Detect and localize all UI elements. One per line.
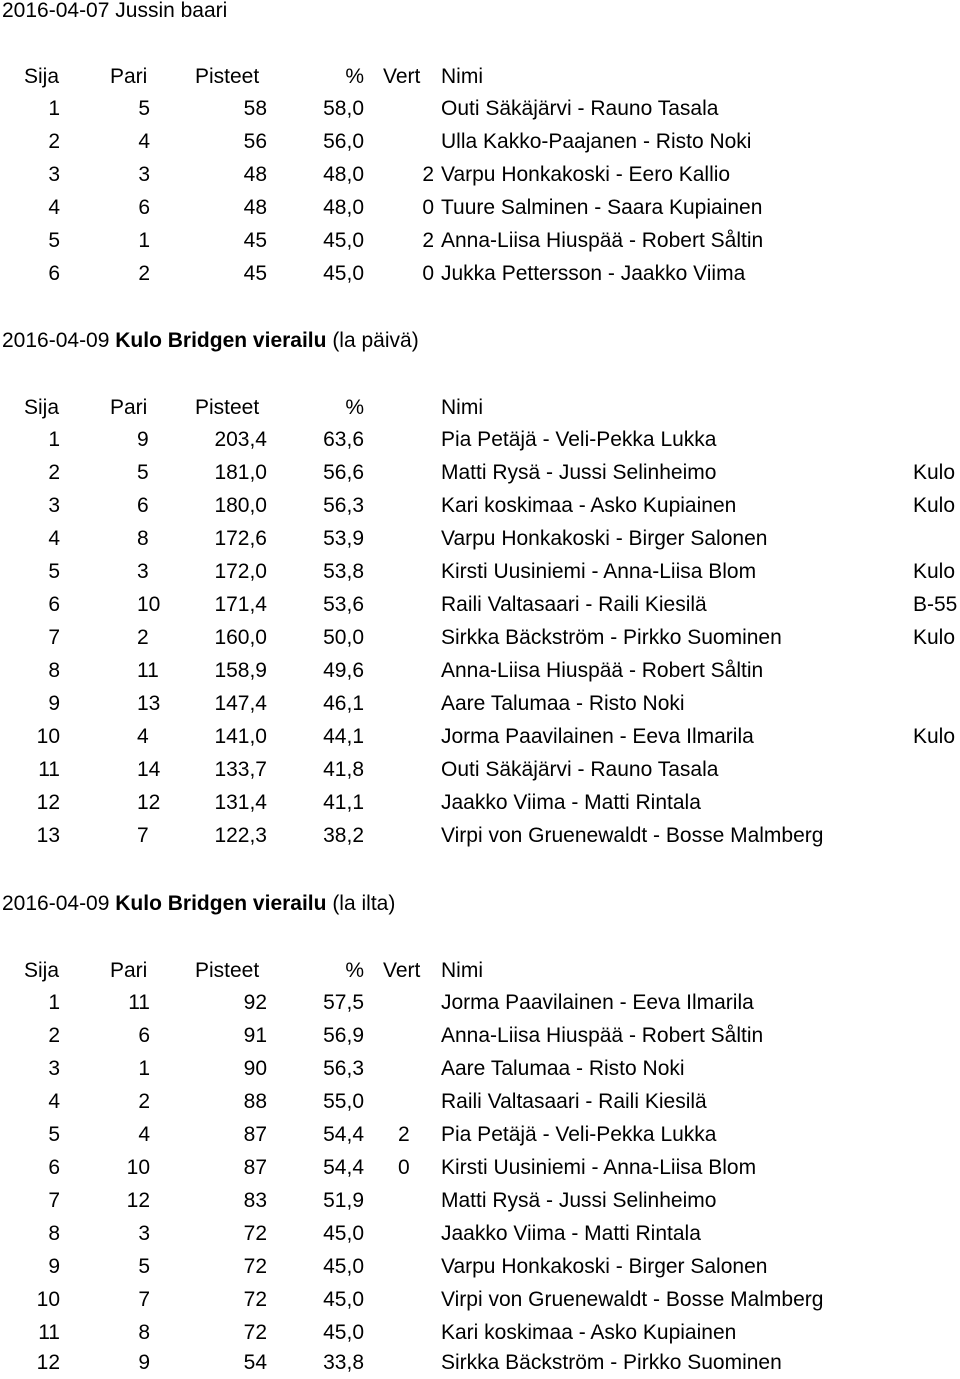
cell-pct: 53,8 bbox=[323, 560, 364, 583]
cell-club: Kulo bbox=[913, 626, 956, 649]
cell-pct: 45,0 bbox=[323, 1222, 364, 1245]
cell-nimi: Aare Talumaa - Risto Noki bbox=[441, 692, 685, 715]
header-nimi: Nimi bbox=[441, 396, 483, 419]
cell-nimi: Raili Valtasaari - Raili Kiesilä bbox=[441, 1090, 707, 1113]
cell-pari: 10 bbox=[126, 1156, 150, 1179]
section-title-bold: Kulo Bridgen vierailu bbox=[115, 892, 327, 915]
header-row bbox=[0, 60, 960, 93]
table-row bbox=[0, 423, 960, 456]
cell-nimi: Sirkka Bäckström - Pirkko Suominen bbox=[441, 626, 782, 649]
cell-pct: 46,1 bbox=[323, 692, 364, 715]
cell-sija: 1 bbox=[48, 428, 60, 451]
section-title-rest: Jussin baari bbox=[115, 0, 228, 22]
cell-pisteet: 158,9 bbox=[214, 659, 267, 682]
cell-pari: 7 bbox=[137, 824, 149, 847]
cell-nimi: Anna-Liisa Hiuspää - Robert Såltin bbox=[441, 229, 764, 252]
header-pct: % bbox=[345, 959, 364, 982]
cell-sija: 4 bbox=[48, 527, 60, 550]
cell-sija: 12 bbox=[36, 791, 60, 814]
cell-pct: 49,6 bbox=[323, 659, 364, 682]
cell-nimi: Matti Rysä - Jussi Selinheimo bbox=[441, 1189, 717, 1212]
cell-pisteet: 180,0 bbox=[214, 494, 267, 517]
cell-pari: 8 bbox=[138, 1321, 150, 1344]
cell-nimi: Pia Petäjä - Veli-Pekka Lukka bbox=[441, 1123, 717, 1146]
cell-pisteet: 83 bbox=[243, 1189, 267, 1212]
cell-pisteet: 56 bbox=[243, 130, 267, 153]
cell-sija: 10 bbox=[36, 725, 60, 748]
table-row bbox=[0, 224, 960, 257]
cell-pari: 4 bbox=[138, 130, 150, 153]
cell-pisteet: 87 bbox=[243, 1156, 267, 1179]
header-pisteet: Pisteet bbox=[195, 959, 260, 982]
cell-sija: 13 bbox=[36, 824, 60, 847]
cell-sija: 9 bbox=[48, 1255, 60, 1278]
table-row bbox=[0, 522, 960, 555]
cell-nimi: Ulla Kakko-Paajanen - Risto Noki bbox=[441, 130, 752, 153]
cell-pari: 6 bbox=[138, 1024, 150, 1047]
cell-pct: 56,6 bbox=[323, 461, 364, 484]
table-row bbox=[0, 1151, 960, 1184]
cell-pari: 9 bbox=[137, 428, 149, 451]
cell-nimi: Varpu Honkakoski - Birger Salonen bbox=[441, 1255, 768, 1278]
cell-pari: 1 bbox=[138, 229, 150, 252]
cell-sija: 2 bbox=[48, 130, 60, 153]
cell-vert: 0 bbox=[422, 196, 434, 219]
cell-vert: 0 bbox=[422, 262, 434, 285]
cell-nimi: Kari koskimaa - Asko Kupiainen bbox=[441, 1321, 737, 1344]
section-date: 2016-04-07 bbox=[2, 0, 110, 22]
table-row bbox=[0, 1250, 960, 1283]
cell-pisteet: 133,7 bbox=[214, 758, 267, 781]
cell-nimi: Kirsti Uusiniemi - Anna-Liisa Blom bbox=[441, 560, 757, 583]
cell-sija: 10 bbox=[36, 1288, 60, 1311]
cell-pct: 38,2 bbox=[323, 824, 364, 847]
cell-nimi: Jorma Paavilainen - Eeva Ilmarila bbox=[441, 725, 754, 748]
cell-sija: 5 bbox=[48, 560, 60, 583]
cell-pct: 55,0 bbox=[323, 1090, 364, 1113]
cell-nimi: Aare Talumaa - Risto Noki bbox=[441, 1057, 685, 1080]
cell-sija: 9 bbox=[48, 692, 60, 715]
cell-sija: 11 bbox=[38, 1321, 60, 1344]
cell-pari: 4 bbox=[137, 725, 149, 748]
cell-club: B-55 bbox=[913, 593, 958, 616]
cell-sija: 8 bbox=[48, 1222, 60, 1245]
header-sija: Sija bbox=[24, 396, 60, 419]
cell-sija: 2 bbox=[48, 1024, 60, 1047]
cell-sija: 7 bbox=[48, 1189, 60, 1212]
cell-sija: 3 bbox=[48, 1057, 60, 1080]
cell-nimi: Jaakko Viima - Matti Rintala bbox=[441, 791, 701, 814]
header-pari: Pari bbox=[110, 396, 148, 419]
cell-pari: 3 bbox=[138, 163, 150, 186]
cell-pisteet: 72 bbox=[243, 1255, 267, 1278]
cell-pari: 5 bbox=[138, 97, 150, 120]
cell-sija: 6 bbox=[48, 593, 60, 616]
cell-sija: 8 bbox=[48, 659, 60, 682]
cell-club: Kulo bbox=[913, 494, 956, 517]
cell-nimi: Sirkka Bäckström - Pirkko Suominen bbox=[441, 1351, 782, 1374]
header-vert: Vert bbox=[383, 959, 421, 982]
table-row bbox=[0, 986, 960, 1019]
cell-pari: 2 bbox=[138, 262, 150, 285]
cell-pari: 1 bbox=[138, 1057, 150, 1080]
cell-pisteet: 48 bbox=[243, 163, 267, 186]
cell-pisteet: 45 bbox=[243, 229, 267, 252]
section-date: 2016-04-09 bbox=[2, 329, 110, 352]
cell-pisteet: 54 bbox=[243, 1351, 267, 1374]
section-title-bold: Kulo Bridgen vierailu bbox=[115, 329, 327, 352]
cell-pct: 56,3 bbox=[323, 494, 364, 517]
cell-pct: 56,3 bbox=[323, 1057, 364, 1080]
cell-pisteet: 91 bbox=[243, 1024, 267, 1047]
table-row bbox=[0, 1052, 960, 1085]
cell-pisteet: 141,0 bbox=[214, 725, 267, 748]
table-row bbox=[0, 1118, 960, 1151]
header-pisteet: Pisteet bbox=[195, 65, 260, 88]
table-row bbox=[0, 555, 960, 588]
cell-pct: 58,0 bbox=[323, 97, 364, 120]
cell-pari: 9 bbox=[138, 1351, 150, 1374]
header-row bbox=[0, 391, 960, 424]
cell-pisteet: 172,0 bbox=[214, 560, 267, 583]
cell-club: Kulo bbox=[913, 560, 956, 583]
cell-pct: 41,8 bbox=[323, 758, 364, 781]
cell-pisteet: 92 bbox=[243, 991, 267, 1014]
cell-nimi: Jorma Paavilainen - Eeva Ilmarila bbox=[441, 991, 754, 1014]
cell-pisteet: 172,6 bbox=[214, 527, 267, 550]
cell-pari: 2 bbox=[137, 626, 149, 649]
section-title bbox=[2, 887, 395, 920]
table-row bbox=[0, 92, 960, 125]
cell-pari: 4 bbox=[138, 1123, 150, 1146]
table-row bbox=[0, 1184, 960, 1217]
cell-nimi: Jaakko Viima - Matti Rintala bbox=[441, 1222, 701, 1245]
header-pari: Pari bbox=[110, 65, 148, 88]
header-pct: % bbox=[345, 396, 364, 419]
cell-nimi: Kari koskimaa - Asko Kupiainen bbox=[441, 494, 737, 517]
header-sija: Sija bbox=[24, 65, 60, 88]
cell-pari: 11 bbox=[137, 659, 159, 682]
section-title bbox=[2, 0, 227, 27]
cell-sija: 1 bbox=[48, 97, 60, 120]
cell-pct: 56,0 bbox=[323, 130, 364, 153]
cell-pari: 3 bbox=[138, 1222, 150, 1245]
cell-pisteet: 72 bbox=[243, 1222, 267, 1245]
cell-pisteet: 131,4 bbox=[214, 791, 267, 814]
cell-pisteet: 72 bbox=[243, 1288, 267, 1311]
cell-pct: 41,1 bbox=[323, 791, 364, 814]
table-row bbox=[0, 191, 960, 224]
cell-club: Kulo bbox=[913, 725, 956, 748]
table-row bbox=[0, 720, 960, 753]
cell-pct: 54,4 bbox=[323, 1156, 364, 1179]
cell-sija: 3 bbox=[48, 494, 60, 517]
cell-pisteet: 72 bbox=[243, 1321, 267, 1344]
cell-pct: 48,0 bbox=[323, 196, 364, 219]
cell-pct: 33,8 bbox=[323, 1351, 364, 1374]
cell-pct: 54,4 bbox=[323, 1123, 364, 1146]
cell-pct: 45,0 bbox=[323, 1288, 364, 1311]
cell-sija: 6 bbox=[48, 262, 60, 285]
cell-pct: 45,0 bbox=[323, 229, 364, 252]
table-row bbox=[0, 1019, 960, 1052]
table-row bbox=[0, 456, 960, 489]
cell-nimi: Jukka Pettersson - Jaakko Viima bbox=[441, 262, 746, 285]
table-row bbox=[0, 753, 960, 786]
table-row bbox=[0, 158, 960, 191]
cell-pari: 7 bbox=[138, 1288, 150, 1311]
table-row bbox=[0, 621, 960, 654]
table-row bbox=[0, 654, 960, 687]
cell-pari: 2 bbox=[138, 1090, 150, 1113]
cell-sija: 4 bbox=[48, 196, 60, 219]
table-row bbox=[0, 786, 960, 819]
cell-nimi: Virpi von Gruenewaldt - Bosse Malmberg bbox=[441, 1288, 824, 1311]
cell-nimi: Pia Petäjä - Veli-Pekka Lukka bbox=[441, 428, 717, 451]
cell-pct: 53,6 bbox=[323, 593, 364, 616]
cell-nimi: Kirsti Uusiniemi - Anna-Liisa Blom bbox=[441, 1156, 757, 1179]
cell-pari: 5 bbox=[138, 1255, 150, 1278]
cell-pisteet: 87 bbox=[243, 1123, 267, 1146]
cell-vert: 0 bbox=[398, 1156, 410, 1179]
header-pari: Pari bbox=[110, 959, 148, 982]
table-row bbox=[0, 1283, 960, 1316]
cell-sija: 12 bbox=[36, 1351, 60, 1374]
cell-pct: 50,0 bbox=[323, 626, 364, 649]
cell-pisteet: 58 bbox=[243, 97, 267, 120]
cell-pari: 6 bbox=[138, 196, 150, 219]
header-vert: Vert bbox=[383, 65, 421, 88]
cell-nimi: Matti Rysä - Jussi Selinheimo bbox=[441, 461, 717, 484]
cell-pari: 14 bbox=[137, 758, 161, 781]
table-row bbox=[0, 819, 960, 852]
cell-sija: 2 bbox=[48, 461, 60, 484]
cell-pct: 44,1 bbox=[323, 725, 364, 748]
cell-pct: 45,0 bbox=[323, 262, 364, 285]
table-row bbox=[0, 257, 960, 290]
section-title bbox=[2, 324, 419, 357]
cell-vert: 2 bbox=[398, 1123, 410, 1146]
cell-vert: 2 bbox=[422, 163, 434, 186]
cell-pari: 6 bbox=[137, 494, 149, 517]
cell-pct: 63,6 bbox=[323, 428, 364, 451]
cell-pari: 13 bbox=[137, 692, 161, 715]
header-pisteet: Pisteet bbox=[195, 396, 260, 419]
table-row bbox=[0, 125, 960, 158]
cell-pct: 53,9 bbox=[323, 527, 364, 550]
cell-pisteet: 122,3 bbox=[214, 824, 267, 847]
cell-nimi: Varpu Honkakoski - Eero Kallio bbox=[441, 163, 731, 186]
cell-nimi: Varpu Honkakoski - Birger Salonen bbox=[441, 527, 768, 550]
section-title-rest: (la päivä) bbox=[332, 329, 419, 352]
cell-sija: 6 bbox=[48, 1156, 60, 1179]
cell-pct: 56,9 bbox=[323, 1024, 364, 1047]
cell-pisteet: 45 bbox=[243, 262, 267, 285]
header-pct: % bbox=[345, 65, 364, 88]
cell-sija: 5 bbox=[48, 229, 60, 252]
cell-pisteet: 48 bbox=[243, 196, 267, 219]
cell-nimi: Outi Säkäjärvi - Rauno Tasala bbox=[441, 97, 719, 120]
cell-pari: 8 bbox=[137, 527, 149, 550]
cell-nimi: Outi Säkäjärvi - Rauno Tasala bbox=[441, 758, 719, 781]
cell-pct: 45,0 bbox=[323, 1321, 364, 1344]
cell-pisteet: 88 bbox=[243, 1090, 267, 1113]
cell-sija: 4 bbox=[48, 1090, 60, 1113]
table-row bbox=[0, 588, 960, 621]
header-nimi: Nimi bbox=[441, 65, 483, 88]
cell-pisteet: 203,4 bbox=[214, 428, 267, 451]
table-row bbox=[0, 489, 960, 522]
cell-nimi: Raili Valtasaari - Raili Kiesilä bbox=[441, 593, 707, 616]
cell-pct: 57,5 bbox=[323, 991, 364, 1014]
table-row bbox=[0, 1316, 960, 1349]
header-row bbox=[0, 954, 960, 987]
header-nimi: Nimi bbox=[441, 959, 483, 982]
cell-sija: 1 bbox=[48, 991, 60, 1014]
cell-sija: 11 bbox=[38, 758, 60, 781]
cell-pari: 12 bbox=[137, 791, 161, 814]
cell-pari: 5 bbox=[137, 461, 149, 484]
cell-pari: 10 bbox=[137, 593, 161, 616]
cell-pct: 51,9 bbox=[323, 1189, 364, 1212]
cell-sija: 7 bbox=[48, 626, 60, 649]
cell-pari: 12 bbox=[126, 1189, 150, 1212]
cell-pisteet: 160,0 bbox=[214, 626, 267, 649]
cell-pari: 11 bbox=[128, 991, 150, 1014]
cell-pisteet: 181,0 bbox=[214, 461, 267, 484]
cell-pct: 48,0 bbox=[323, 163, 364, 186]
cell-nimi: Anna-Liisa Hiuspää - Robert Såltin bbox=[441, 659, 764, 682]
cell-pisteet: 171,4 bbox=[214, 593, 267, 616]
cell-nimi: Virpi von Gruenewaldt - Bosse Malmberg bbox=[441, 824, 824, 847]
table-row bbox=[0, 687, 960, 720]
table-row bbox=[0, 1346, 960, 1379]
table-row bbox=[0, 1217, 960, 1250]
section-title-rest: (la ilta) bbox=[332, 892, 396, 915]
table-row bbox=[0, 1085, 960, 1118]
cell-sija: 5 bbox=[48, 1123, 60, 1146]
cell-vert: 2 bbox=[422, 229, 434, 252]
header-sija: Sija bbox=[24, 959, 60, 982]
cell-nimi: Anna-Liisa Hiuspää - Robert Såltin bbox=[441, 1024, 764, 1047]
cell-pisteet: 147,4 bbox=[214, 692, 267, 715]
cell-pct: 45,0 bbox=[323, 1255, 364, 1278]
cell-sija: 3 bbox=[48, 163, 60, 186]
cell-club: Kulo bbox=[913, 461, 956, 484]
section-date: 2016-04-09 bbox=[2, 892, 110, 915]
cell-pisteet: 90 bbox=[243, 1057, 267, 1080]
cell-nimi: Tuure Salminen - Saara Kupiainen bbox=[441, 196, 763, 219]
cell-pari: 3 bbox=[137, 560, 149, 583]
